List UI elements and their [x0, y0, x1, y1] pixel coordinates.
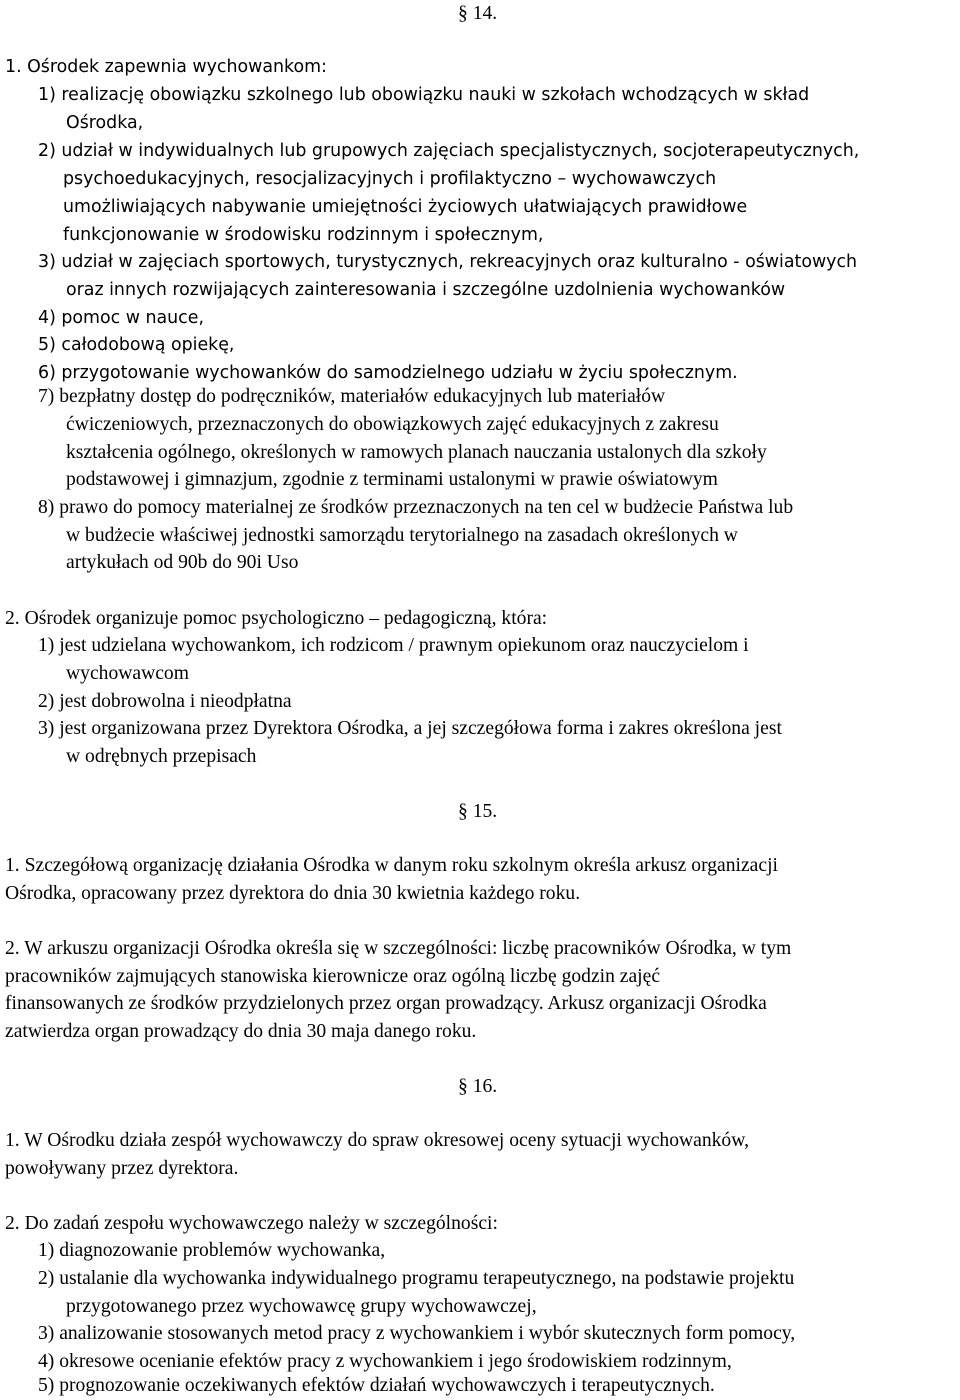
paragraph-line: 1. Szczegółową organizację działania Ośrodka w danym roku szkolnym określa arkusz organizacji	[5, 855, 778, 876]
paragraph-line: oraz innych rozwijających zainteresowania i szczególne uzdolnienia wychowanków	[66, 280, 786, 300]
paragraph-line: wychowawcom	[66, 663, 189, 684]
paragraph-line: umożliwiających nabywanie umiejętności życiowych ułatwiających prawidłowe	[63, 197, 748, 217]
paragraph-line: 3) analizowanie stosowanych metod pracy z wychowankiem i wybór skutecznych form pomocy,	[38, 1323, 796, 1344]
section-heading-14: § 14.	[458, 3, 498, 24]
section-heading-16: § 16.	[458, 1076, 498, 1097]
paragraph-line: w odrębnych przepisach	[66, 746, 257, 767]
paragraph-line: psychoedukacyjnych, resocjalizacyjnych i profilaktyczno – wychowawczych	[63, 169, 717, 189]
paragraph-line: 3) udział w zajęciach sportowych, turystycznych, rekreacyjnych oraz kulturalno - oświatowych	[38, 252, 858, 272]
paragraph-line: 1) jest udzielana wychowankom, ich rodzicom / prawnym opiekunom oraz nauczycielom i	[38, 635, 749, 656]
paragraph-line: 4) pomoc w nauce,	[38, 308, 204, 328]
paragraph-line: 1. Ośrodek zapewnia wychowankom:	[5, 57, 327, 77]
paragraph-line: przygotowanego przez wychowawcę grupy wychowawczej,	[66, 1296, 537, 1317]
paragraph-line: finansowanych ze środków przydzielonych przez organ prowadzący. Arkusz organizacji Ośrodka	[5, 993, 767, 1014]
paragraph-line: 2. W arkuszu organizacji Ośrodka określa się w szczególności: liczbę pracowników Ośrodka, w tym	[5, 938, 792, 959]
paragraph-line: 2) ustalanie dla wychowanka indywidualnego programu terapeutycznego, na podstawie projektu	[38, 1268, 795, 1289]
paragraph-line: 3) jest organizowana przez Dyrektora Ośrodka, a jej szczegółowa forma i zakres określona jest	[38, 718, 782, 739]
paragraph-line: 8) prawo do pomocy materialnej ze środków przeznaczonych na ten cel w budżecie Państwa lub	[38, 497, 794, 518]
paragraph-line: funkcjonowanie w środowisku rodzinnym i społecznym,	[63, 225, 544, 245]
paragraph-line: 7) bezpłatny dostęp do podręczników, materiałów edukacyjnych lub materiałów	[38, 386, 666, 407]
paragraph-line: zatwierdza organ prowadzący do dnia 30 maja danego roku.	[5, 1021, 477, 1042]
paragraph-line: 2) jest dobrowolna i nieodpłatna	[38, 691, 292, 712]
paragraph-line: ćwiczeniowych, przeznaczonych do obowiązkowych zajęć edukacyjnych z zakresu	[66, 414, 719, 435]
paragraph-line: podstawowej i gimnazjum, zgodnie z terminami ustalonymi w prawie oświatowym	[66, 469, 718, 490]
paragraph-line: powoływany przez dyrektora.	[5, 1158, 239, 1179]
paragraph-line: pracowników zajmujących stanowiska kierownicze oraz ogólną liczbę godzin zajęć	[5, 966, 661, 987]
paragraph-line: w budżecie właściwej jednostki samorządu terytorialnego na zasadach określonych w	[66, 525, 738, 546]
paragraph-line: kształcenia ogólnego, określonych w ramowych planach nauczania ustalonych dla szkoły	[66, 442, 767, 463]
paragraph-line: Ośrodka, opracowany przez dyrektora do dnia 30 kwietnia każdego roku.	[5, 883, 581, 904]
paragraph-line: 1) diagnozowanie problemów wychowanka,	[38, 1240, 386, 1261]
paragraph-line: 5) całodobową opiekę,	[38, 335, 235, 355]
paragraph-line: 1. W Ośrodku działa zespół wychowawczy do spraw okresowej oceny sytuacji wychowanków,	[5, 1130, 749, 1151]
paragraph-line: 2) udział w indywidualnych lub grupowych zajęciach specjalistycznych, socjoterapeutycznych,	[38, 141, 860, 161]
paragraph-line: 4) okresowe ocenianie efektów pracy z wychowankiem i jego środowiskiem rodzinnym,	[38, 1351, 732, 1372]
paragraph-line: 1) realizację obowiązku szkolnego lub obowiązku nauki w szkołach wchodzących w skład	[38, 85, 810, 105]
paragraph-line: 2. Do zadań zespołu wychowawczego należy w szczególności:	[5, 1213, 498, 1234]
paragraph-line: 6) przygotowanie wychowanków do samodzielnego udziału w życiu społecznym.	[38, 363, 738, 383]
paragraph-line: artykułach od 90b do 90i Uso	[66, 552, 299, 573]
section-heading-15: § 15.	[458, 801, 498, 822]
paragraph-line: 2. Ośrodek organizuje pomoc psychologiczno – pedagogiczną, która:	[5, 608, 548, 629]
paragraph-line: Ośrodka,	[66, 113, 144, 133]
paragraph-line: 5) prognozowanie oczekiwanych efektów działań wychowawczych i terapeutycznych.	[38, 1375, 715, 1396]
